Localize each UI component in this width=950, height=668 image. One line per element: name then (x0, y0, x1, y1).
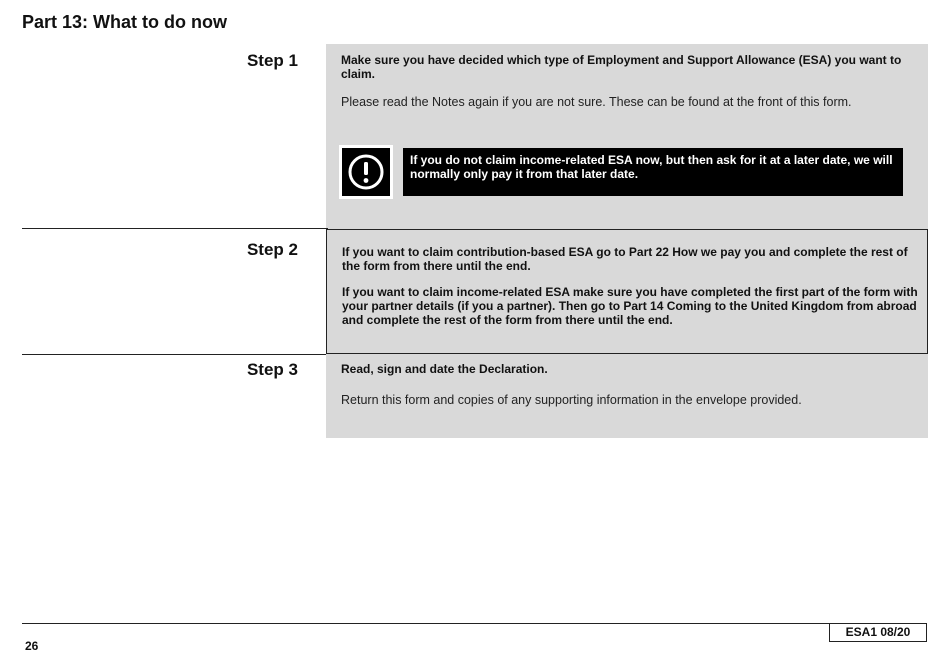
page-number: 26 (25, 639, 39, 653)
step-2-contribution-instruction: If you want to claim contribution-based ESA go to Part 22 How we pay you and complete the rest of the form from there until the end. (342, 245, 908, 273)
footer-rule (22, 623, 830, 624)
step-3-instruction: Read, sign and date the Declaration. (341, 362, 548, 376)
warning-message: If you do not claim income-related ESA now, but then ask for it at a later date, we will normally only pay it from that later date. (403, 148, 903, 196)
step-3-note: Return this form and copies of any supporting information in the envelope provided. (341, 393, 802, 407)
step-2-label: Step 2 (246, 240, 298, 259)
step-3-label: Step 3 (246, 360, 298, 379)
step-1-instruction: Make sure you have decided which type of Employment and Support Allowance (ESA) you want to claim. (341, 53, 902, 81)
warning-icon-frame (339, 145, 393, 199)
page-title: Part 13: What to do now (22, 12, 227, 32)
step-1-panel (326, 44, 928, 229)
divider-step-2 (22, 228, 328, 229)
form-code: ESA1 08/20 (829, 623, 927, 642)
divider-step-3 (22, 354, 328, 355)
step-3-panel (326, 354, 928, 438)
exclamation-circle-icon (342, 148, 390, 196)
step-2-income-instruction: If you want to claim income-related ESA make sure you have completed the first part of the form with your partner details (if you a partner). Then go to Part 14 Coming to the United Kingdom from abroad and complete the rest of the form from there until the end. (342, 285, 918, 327)
step-1-note: Please read the Notes again if you are not sure. These can be found at the front of this form. (341, 95, 852, 109)
step-1-label: Step 1 (246, 51, 298, 70)
step-2-panel (326, 229, 928, 354)
